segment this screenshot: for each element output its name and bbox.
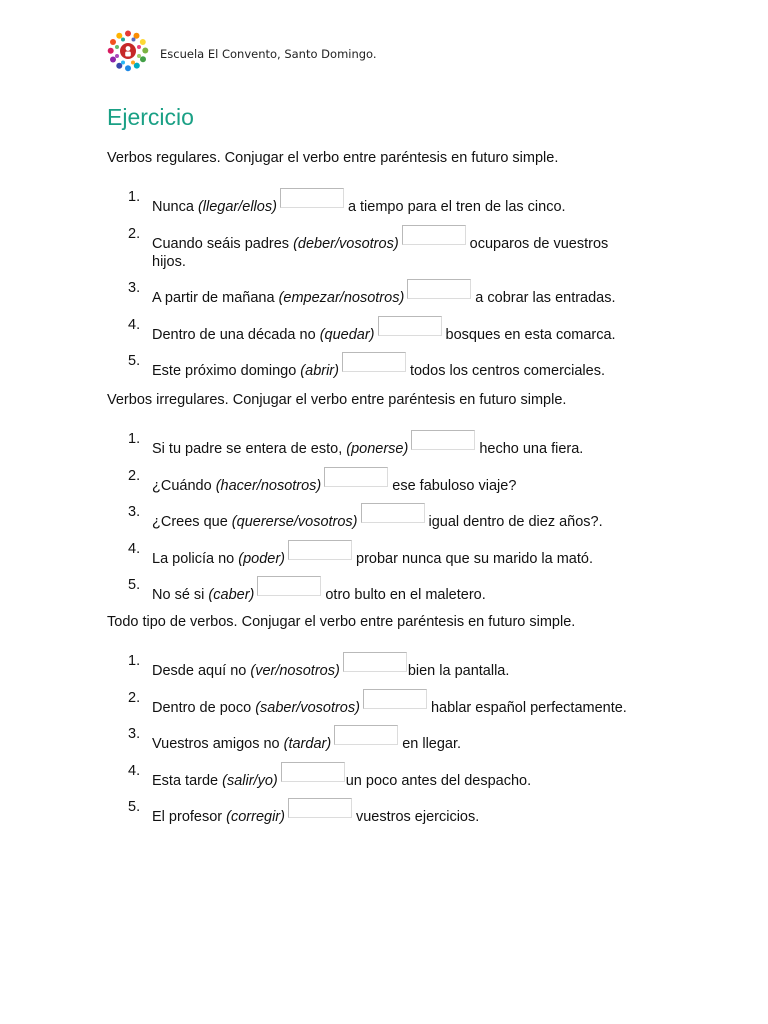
answer-field[interactable] [288,798,352,818]
answer-field[interactable] [411,430,475,450]
answer-field[interactable] [281,762,345,782]
item-text-after: hablar español perfectamente. [430,699,627,716]
item-text-after: probar nunca que su marido la mató. [356,550,593,567]
item-verb: (deber/vosotros) [293,235,399,252]
answer-field[interactable] [324,467,388,487]
exercise-item [107,467,632,495]
page-title: Ejercicio [107,104,194,130]
answer-field[interactable] [280,188,344,208]
answer-field[interactable] [361,503,425,523]
item-number: 5. [128,799,141,815]
item-number: 3. [128,504,141,520]
item-text-after: bosques en esta comarca. [445,326,616,343]
section-instruction: Verbos regulares. Conjugar el verbo entre paréntesis en futuro simple. [107,150,559,166]
exercise-section-irregulares [107,390,727,613]
item-verb: (ponerse) [346,441,409,457]
item-verb: (ver/nosotros) [250,663,340,679]
exercise-item [107,225,632,271]
item-text-after: igual dentro de diez años?. [428,514,603,530]
item-number: 2. [128,689,141,706]
exercise-item [107,316,632,344]
item-text-after: ese fabuloso viaje? [392,477,517,494]
answer-field[interactable] [402,225,466,245]
exercise-list [107,188,727,380]
item-text-before: El profesor [152,809,227,825]
exercise-item [107,352,632,380]
answer-field[interactable] [343,652,407,672]
item-text-before: Dentro de poco [152,699,256,716]
item-text-after: todos los centros comerciales. [409,363,605,379]
page-header [106,28,377,74]
item-number: 4. [128,316,141,333]
exercise-item [107,689,632,717]
item-text-before: ¿Cuándo [152,477,216,494]
item-verb: (tardar) [283,736,332,752]
exercise-section-todo-tipo [107,612,727,835]
exercise-item [107,430,632,458]
item-verb: (llegar/ellos) [197,199,277,215]
section-instruction: Verbos irregulares. Conjugar el verbo entre paréntesis en futuro simple. [107,392,567,408]
answer-field[interactable] [257,576,321,596]
item-text-before: Cuando seáis padres [152,235,294,252]
item-number: 2. [128,225,141,242]
item-text-after: ocuparos de vuestros hijos. [152,235,609,270]
exercise-item [107,652,632,680]
item-text-before: Desde aquí no [152,663,251,679]
item-verb: (corregir) [226,809,285,825]
item-verb: (caber) [208,587,255,603]
item-verb: (quererse/vosotros) [231,514,358,530]
exercise-item [107,503,632,531]
exercise-section-regulares [107,148,727,389]
item-text-after: a tiempo para el tren de las cinco. [347,199,566,215]
item-text-before: Esta tarde [152,772,223,789]
item-text-after: en llegar. [402,736,462,752]
item-text-after: a cobrar las entradas. [475,290,616,306]
item-text-before: La policía no [152,550,239,567]
exercise-item [107,188,632,216]
answer-field[interactable] [363,689,427,709]
item-text-before: A partir de mañana [152,290,279,306]
exercise-item [107,279,632,307]
item-text-before: No sé si [152,587,209,603]
item-number: 3. [128,280,141,296]
item-number: 1. [128,653,141,669]
item-number: 4. [128,540,141,557]
exercise-item [107,576,632,604]
item-text-before: Dentro de una década no [152,326,320,343]
answer-field[interactable] [407,279,471,299]
item-verb: (poder) [238,550,286,567]
item-verb: (empezar/nosotros) [278,290,405,306]
item-text-after: vuestros ejercicios. [355,809,480,825]
item-number: 2. [128,467,141,484]
item-verb: (quedar) [319,326,375,343]
exercise-item [107,762,632,790]
item-text-before: ¿Crees que [152,514,232,530]
item-text-after: otro bulto en el maletero. [325,587,486,603]
exercise-item [107,540,632,568]
exercise-item [107,725,632,753]
item-text-after: un poco antes del despacho. [345,772,532,789]
item-text-before: Nunca [152,199,198,215]
item-number: 4. [128,762,141,779]
answer-field[interactable] [288,540,352,560]
item-verb: (salir/yo) [222,772,278,789]
item-verb: (saber/vosotros) [255,699,360,716]
exercise-list [107,652,727,826]
exercise-item [107,798,632,826]
item-number: 3. [128,726,141,742]
item-verb: (hacer/nosotros) [215,477,322,494]
item-text-after: hecho una fiera. [479,441,584,457]
item-text-before: Si tu padre se entera de esto, [152,441,347,457]
answer-field[interactable] [342,352,406,372]
item-number: 5. [128,577,141,593]
item-number: 5. [128,353,141,369]
item-number: 1. [128,189,141,205]
item-number: 1. [128,431,141,447]
item-text-after: bien la pantalla. [407,663,510,679]
item-verb: (abrir) [300,363,339,379]
school-logo-icon [106,29,150,73]
section-instruction: Todo tipo de verbos. Conjugar el verbo entre paréntesis en futuro simple. [107,614,576,630]
answer-field[interactable] [334,725,398,745]
item-text-before: Este próximo domingo [152,363,301,379]
item-text-before: Vuestros amigos no [152,736,284,752]
exercise-list [107,430,727,604]
answer-field[interactable] [378,316,442,336]
school-name: Escuela El Convento, Santo Domingo. [160,47,377,61]
